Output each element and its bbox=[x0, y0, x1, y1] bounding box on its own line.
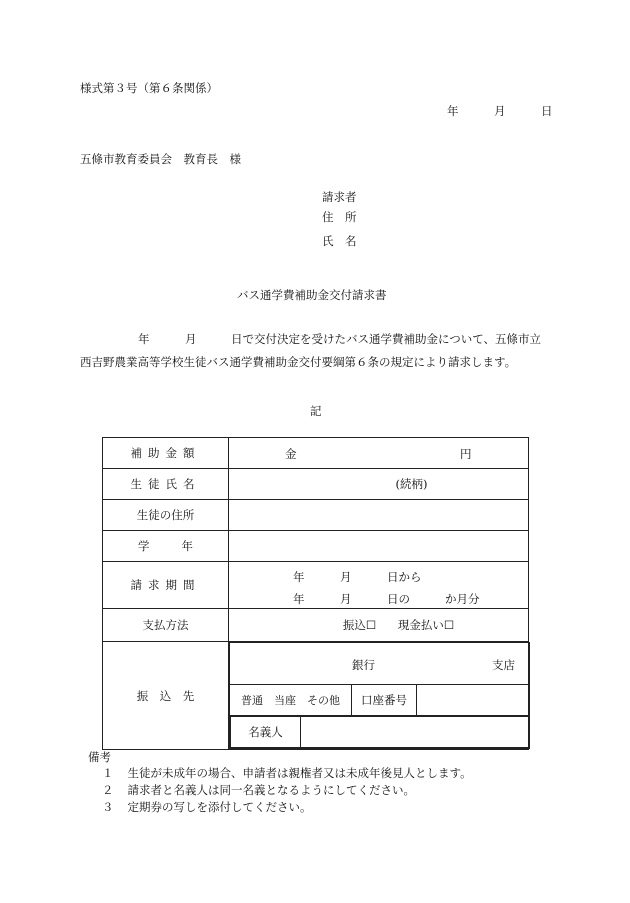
student-address-label: 生徒の住所 bbox=[103, 500, 229, 531]
period-from-day: 日から bbox=[387, 570, 422, 584]
notes-heading: 備考 bbox=[88, 750, 111, 764]
period-months: か月分 bbox=[445, 592, 480, 606]
requester-name-label: 氏 名 bbox=[322, 234, 357, 248]
grade-row bbox=[103, 531, 529, 562]
grade-label-a: 学 bbox=[138, 539, 150, 553]
note-number: １ bbox=[102, 766, 114, 780]
period-to-month: 月 bbox=[340, 592, 352, 606]
amount-suffix: 円 bbox=[460, 447, 472, 461]
amount-label: 補助金額 bbox=[103, 438, 229, 469]
student-address-row bbox=[103, 500, 529, 531]
period-from-year: 年 bbox=[293, 570, 305, 584]
grade-field[interactable] bbox=[229, 531, 529, 562]
date-month: 月 bbox=[494, 104, 506, 118]
note-text: 定期券の写しを添付してください。 bbox=[127, 800, 312, 814]
cash-option[interactable]: 現金払い☐ bbox=[397, 618, 455, 632]
student-name-row bbox=[103, 469, 529, 500]
note-number: ３ bbox=[102, 800, 114, 814]
account-number-label: 口座番号 bbox=[352, 685, 417, 716]
date-day: 日 bbox=[541, 104, 553, 118]
payment-label: 支払方法 bbox=[103, 609, 229, 642]
payment-field bbox=[229, 609, 529, 642]
amount-row bbox=[103, 438, 529, 469]
form-number: 様式第３号（第６条関係） bbox=[80, 81, 218, 95]
period-to-day: 日の bbox=[387, 592, 410, 606]
body-text-2: 西吉野農業高等学校生徒バス通学費補助金交付要綱第６条の規定により請求します。 bbox=[80, 355, 517, 369]
payment-row bbox=[103, 609, 529, 642]
body-text-1: 日で交付決定を受けたバス通学費補助金について、五條市立 bbox=[231, 332, 542, 346]
student-name-label: 生徒氏名 bbox=[103, 469, 229, 500]
holder-field[interactable] bbox=[301, 717, 529, 748]
bank-field[interactable] bbox=[230, 643, 530, 685]
transfer-subtable bbox=[229, 642, 530, 749]
date-year: 年 bbox=[447, 104, 459, 118]
student-address-field[interactable] bbox=[229, 500, 529, 531]
period-from-month: 月 bbox=[340, 570, 352, 584]
addressee: 五條市教育委員会 教育長 様 bbox=[80, 152, 241, 166]
transfer-to-row bbox=[103, 642, 529, 750]
document-title: バス通学費補助金交付請求書 bbox=[237, 288, 387, 302]
grade-label bbox=[103, 531, 229, 562]
note-text: 請求者と名義人は同一名義となるようにしてください。 bbox=[127, 783, 415, 797]
transfer-option[interactable]: 振込☐ bbox=[342, 618, 377, 632]
note-item bbox=[102, 799, 472, 816]
grade-label-b: 年 bbox=[181, 539, 193, 553]
requester-label: 請求者 bbox=[322, 190, 357, 204]
body-year: 年 bbox=[138, 332, 150, 346]
amount-field[interactable] bbox=[229, 438, 529, 469]
note-item bbox=[102, 782, 472, 799]
note-text: 生徒が未成年の場合、申請者は親権者又は未成年後見人とします。 bbox=[127, 766, 472, 780]
bank-label: 銀行 bbox=[352, 658, 375, 672]
branch-label: 支店 bbox=[492, 658, 515, 672]
transfer-to-cell bbox=[229, 642, 529, 750]
account-type-field[interactable]: 普通 当座 その他 bbox=[230, 685, 352, 716]
notes-list bbox=[102, 765, 472, 816]
student-name-field[interactable] bbox=[229, 469, 529, 500]
body-month: 月 bbox=[185, 332, 197, 346]
amount-prefix: 金 bbox=[285, 447, 297, 461]
note-item bbox=[102, 765, 472, 782]
ki-mark: 記 bbox=[310, 404, 322, 418]
requester-address-label: 住 所 bbox=[322, 210, 357, 224]
holder-label: 名義人 bbox=[231, 717, 301, 748]
relation-label: (続柄) bbox=[395, 477, 428, 491]
transfer-to-label: 振 込 先 bbox=[103, 642, 229, 750]
period-field[interactable] bbox=[229, 562, 529, 609]
period-label: 請求期間 bbox=[103, 562, 229, 609]
account-number-field[interactable] bbox=[417, 685, 530, 716]
note-number: ２ bbox=[102, 783, 114, 797]
request-table bbox=[102, 437, 529, 750]
period-to-year: 年 bbox=[293, 592, 305, 606]
period-row bbox=[103, 562, 529, 609]
